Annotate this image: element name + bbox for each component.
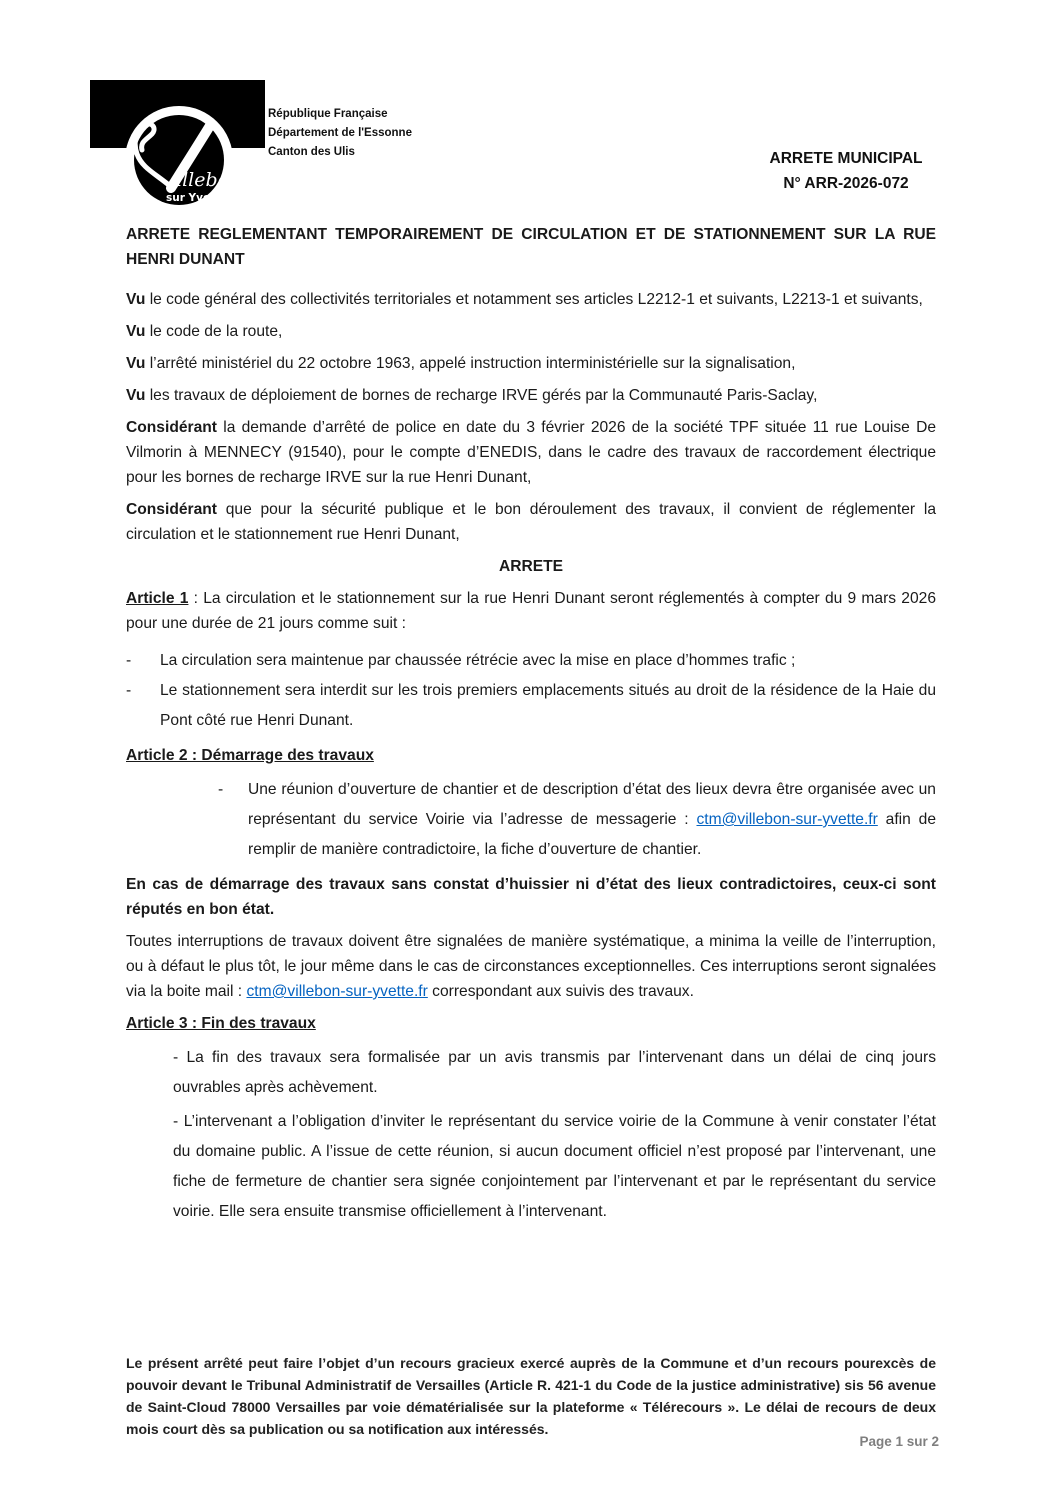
article3-item-1: - La fin des travaux sera formalisée par un avis transmis par l’intervenant dans un délai de cinq jours ouvrables après achèvement. [173, 1049, 936, 1096]
article1-bullet-list [126, 646, 936, 736]
considerant-lead: Considérant [126, 501, 217, 518]
document-content [126, 222, 936, 1231]
bullet-text: Le stationnement sera interdit sur les trois premiers emplacements situés au droit de la résidence de la Haie du Pont côté rue Henri Dunant. [160, 682, 936, 729]
org-lines [268, 105, 412, 162]
org-line-republique: République Française [268, 108, 388, 120]
vu-paragraph-2 [126, 319, 936, 344]
logo-script-text: illebon [176, 169, 242, 191]
vu-paragraph-1 [126, 287, 936, 312]
article1-text: : La circulation et le stationnement sur la rue Henri Dunant seront réglementés à compter du 9 mars 2026 pour une durée de 21 jours comme suit : [126, 590, 936, 632]
list-item [126, 646, 936, 676]
document-heading [700, 146, 992, 196]
vu-lead: Vu [126, 355, 146, 372]
warning-paragraph: En cas de démarrage des travaux sans constat d’huissier ni d’état des lieux contradictoires, ceux-ci sont réputés en bon état. [126, 876, 936, 918]
vu-paragraph-4 [126, 383, 936, 408]
considerant-text: la demande d’arrêté de police en date du 3 février 2026 de la société TPF située 11 rue Louise De Vilmorin à MENNECY (91540), pour le compte d’ENEDIS, dans le cadre des travaux de raccordement électrique pour les bornes de recharge IRVE sur la rue Henri Dunant, [126, 419, 936, 486]
vu-lead: Vu [126, 291, 146, 308]
arrete-heading: ARRETE [498, 558, 564, 575]
considerant-text: que pour la sécurité publique et le bon déroulement des travaux, il convient de réglementer la circulation et le stationnement rue Henri Dunant, [126, 501, 936, 543]
document-type: ARRETE MUNICIPAL [769, 150, 923, 167]
document-number: N° ARR-2026-072 [783, 175, 909, 192]
interruptions-paragraph [126, 929, 936, 1004]
page-indicator: Page 1 sur 2 [859, 1434, 939, 1449]
bullet-dash-icon: - [126, 652, 132, 669]
considerant-lead: Considérant [126, 419, 217, 436]
considerant-paragraph-1 [126, 415, 936, 490]
org-line-canton: Canton des Ulis [268, 146, 355, 158]
org-line-departement: Département de l'Essonne [268, 127, 412, 139]
article1-paragraph [126, 586, 936, 636]
vu-text: le code général des collectivités territoriales et notamment ses articles L2212-1 et suivants, L2213-1 et suivants, [145, 291, 923, 308]
article2-text-before-link: Une réunion d’ouverture de chantier et de description d’état des lieux devra être organisée avec un représentant du service Voirie via l’adresse de messagerie : [248, 781, 936, 828]
article2-heading: Article 2 : Démarrage des travaux [126, 747, 374, 764]
recourse-notice: Le présent arrêté peut faire l’objet d’un recours gracieux exercé auprès de la Commune et d’un recours pourexcès de pouvoir devant le Tribunal Administratif de Versailles (Article R. 421-1 du Code de la justice administrative) sis 56 avenue de Saint-Cloud 78000 Versailles par voie dématérialisée sur la plateforme « Télérecours ». Le délai de recours de deux mois court dès sa publication ou sa notification aux intéressés. [126, 1355, 936, 1437]
bullet-dash-icon: - [218, 781, 224, 798]
bullet-text: La circulation sera maintenue par chaussée rétrécie avec la mise en place d’hommes trafic ; [160, 652, 796, 669]
vu-lead: Vu [126, 387, 146, 404]
article3-item-list [173, 1043, 936, 1227]
article2-bullet [218, 775, 936, 865]
ctm-email-link[interactable]: ctm@villebon-sur-yvette.fr [246, 983, 428, 1000]
bullet-dash-icon: - [126, 682, 132, 699]
logo-subtitle-text: sur Yvette [166, 192, 228, 204]
interruptions-text-after-link: correspondant aux suivis des travaux. [427, 983, 694, 1000]
list-item [126, 676, 936, 736]
article2-text-after-link: afin de remplir de manière contradictoire, la fiche d’ouverture de chantier. [248, 811, 936, 858]
vu-text: l’arrêté ministériel du 22 octobre 1963, appelé instruction interministérielle sur la signalisation, [145, 355, 796, 372]
considerant-paragraph-2 [126, 497, 936, 547]
article3-heading: Article 3 : Fin des travaux [126, 1015, 316, 1032]
vu-text: le code de la route, [145, 323, 283, 340]
ctm-email-link[interactable]: ctm@villebon-sur-yvette.fr [696, 811, 878, 828]
article2-bullet-text [248, 775, 936, 865]
article1-lead: Article 1 [126, 590, 189, 607]
vu-paragraph-3 [126, 351, 936, 376]
vu-lead: Vu [126, 323, 146, 340]
interruptions-text-before-link: Toutes interruptions de travaux doivent être signalées de manière systématique, a minima la veille de l’interruption, ou à défaut le plus tôt, le jour même dans le cas de circonstances exceptionnelles. Ces interruptions seront signalées via la boite mail : [126, 933, 936, 1000]
vu-text: les travaux de déploiement de bornes de recharge IRVE gérés par la Communauté Paris-Saclay, [145, 387, 818, 404]
document-title: ARRETE REGLEMENTANT TEMPORAIREMENT DE CIRCULATION ET DE STATIONNEMENT SUR LA RUE HENRI DUNANT [126, 226, 936, 268]
article3-item-2: - L’intervenant a l’obligation d’inviter le représentant du service voirie de la Commune à venir constater l’état du domaine public. A l’issue de cette réunion, si aucun document officiel n’est proposé par l’intervenant, une fiche de fermeture de chantier sera signée conjointement par l’intervenant et par le représentant du service voirie. Elle sera ensuite transmise officiellement à l’intervenant. [173, 1113, 936, 1220]
